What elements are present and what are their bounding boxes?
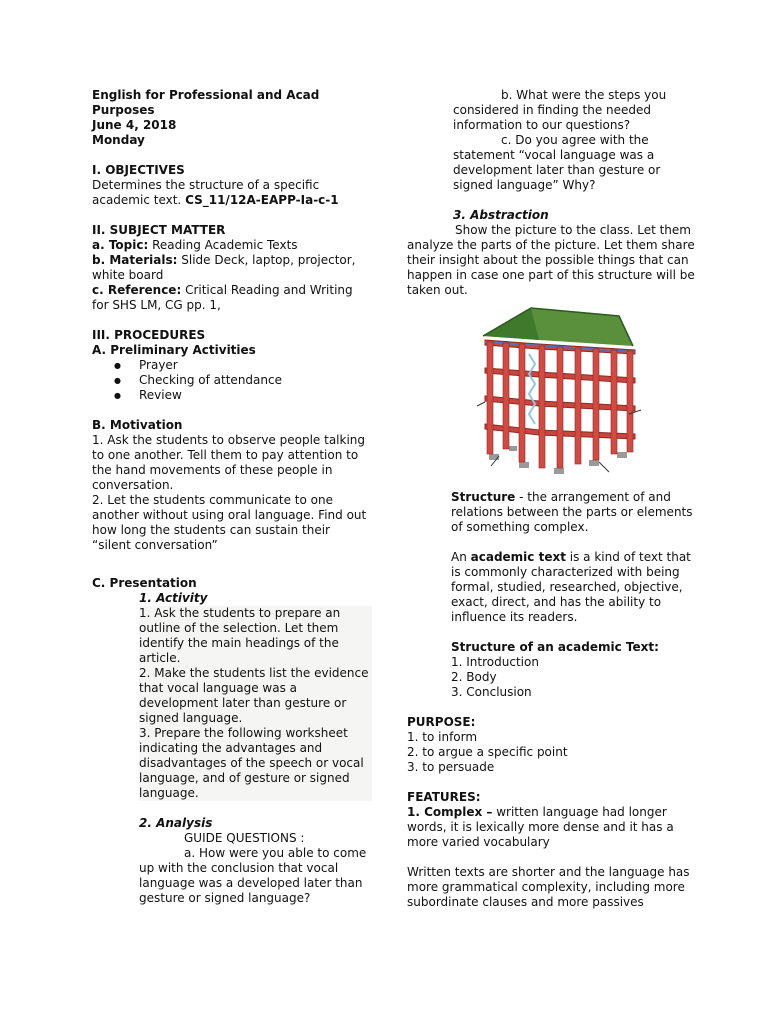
procedures-heading: III. PROCEDURES xyxy=(92,328,206,342)
academic-def-text: is a kind of text that is commonly characterized with being formal, studied, researched, objective, exact, direct, and has the ability to influence its readers. xyxy=(451,550,691,624)
building-frame-illustration xyxy=(469,306,645,484)
lesson-date: June 4, 2018 xyxy=(92,118,177,132)
list-item: 1. Introduction xyxy=(451,655,539,669)
question-b: b. What were the steps you considered in finding the needed information to our questions? xyxy=(453,88,667,132)
activity-box xyxy=(139,606,372,801)
materials-value: Slide Deck, laptop, projector, white board xyxy=(92,253,356,282)
reference-line xyxy=(92,283,372,313)
objectives-heading: I. OBJECTIVES xyxy=(92,163,185,177)
course-title: English for Professional and Acad Purposes xyxy=(92,88,320,117)
lesson-day: Monday xyxy=(92,133,145,147)
purpose-heading: PURPOSE: xyxy=(407,715,476,729)
features-heading: FEATURES: xyxy=(407,790,481,804)
structure-definition xyxy=(407,490,703,535)
academic-text-definition xyxy=(407,550,703,625)
materials-label: b. Materials: xyxy=(92,253,178,267)
academic-term: academic text xyxy=(470,550,566,564)
academic-prefix: An xyxy=(451,550,471,564)
competency-code: CS_11/12A-EAPP-Ia-c-1 xyxy=(185,193,339,207)
activity-step-3: 3. Prepare the following worksheet indicating the advantages and disadvantages of the speech or vocal language, and of gesture or signed language. xyxy=(139,726,364,800)
structure-list-heading: Structure of an academic Text: xyxy=(451,640,659,654)
question-c: c. Do you agree with the statement “vocal language was a development later than gesture or signed language” Why? xyxy=(453,133,661,192)
activity-step-1: 1. Ask the students to prepare an outline of the selection. Let them identify the main headings of the article. xyxy=(139,606,341,665)
building-structure-image xyxy=(469,306,645,484)
objectives-statement: Determines the structure of a specific academic text. xyxy=(92,178,320,207)
motivation-step-2: 2. Let the students communicate to one another without using oral language. Find out how long the students can sustain their “silent conversation” xyxy=(92,493,367,552)
presentation-heading: C. Presentation xyxy=(92,576,197,590)
list-item: ● Review xyxy=(92,388,372,403)
reference-value: Critical Reading and Writing for SHS LM, CG pp. 1, xyxy=(92,283,353,312)
preliminary-heading: A. Preliminary Activities xyxy=(92,343,256,357)
list-item: ● Checking of attendance xyxy=(92,373,372,388)
list-item: 2. Body xyxy=(451,670,497,684)
preliminary-list xyxy=(92,358,372,403)
right-column xyxy=(407,88,703,910)
structure-term: Structure xyxy=(451,490,516,504)
subject-matter-heading: II. SUBJECT MATTER xyxy=(92,223,226,237)
materials-line xyxy=(92,253,372,283)
abstraction-heading: 3. Abstraction xyxy=(453,208,549,222)
guide-questions-label: GUIDE QUESTIONS : xyxy=(184,831,305,845)
list-item: ● Prayer xyxy=(92,358,372,373)
topic-label: a. Topic: xyxy=(92,238,149,252)
list-item: 3. Conclusion xyxy=(451,685,532,699)
question-a xyxy=(92,846,372,906)
complex-label: 1. Complex – xyxy=(407,805,493,819)
question-a-text: a. How were you able to come up with the conclusion that vocal language was a developed later than gesture or signed language? xyxy=(139,846,367,905)
structure-def-text: - the arrangement of and relations between the parts or elements of something complex. xyxy=(451,490,693,534)
abstraction-text: Show the picture to the class. Let them analyze the parts of the picture. Let them share their insight about the possible things that can happen in case one part of this structure will be taken out. xyxy=(407,223,695,297)
list-item: 2. to argue a specific point xyxy=(407,745,568,759)
feature-complex xyxy=(407,805,703,850)
written-texts-note: Written texts are shorter and the language has more grammatical complexity, including more subordinate clauses and more passives xyxy=(407,865,690,909)
activity-heading: 1. Activity xyxy=(139,591,208,605)
topic-line xyxy=(92,238,372,253)
list-item: 1. to inform xyxy=(407,730,478,744)
complex-text: written language had longer words, it is lexically more dense and it has a more varied vocabulary xyxy=(407,805,674,849)
list-item: 3. to persuade xyxy=(407,760,495,774)
left-column xyxy=(92,88,372,906)
analysis-heading: 2. Analysis xyxy=(139,816,213,830)
motivation-step-1: 1. Ask the students to observe people talking to one another. Tell them to pay attention to the hand movements of these people in conversation. xyxy=(92,433,366,492)
objectives-text xyxy=(92,178,372,208)
activity-step-2: 2. Make the students list the evidence that vocal language was a development later than gesture or signed language. xyxy=(139,666,369,725)
reference-label: c. Reference: xyxy=(92,283,182,297)
topic-value: Reading Academic Texts xyxy=(148,238,298,252)
motivation-heading: B. Motivation xyxy=(92,418,183,432)
